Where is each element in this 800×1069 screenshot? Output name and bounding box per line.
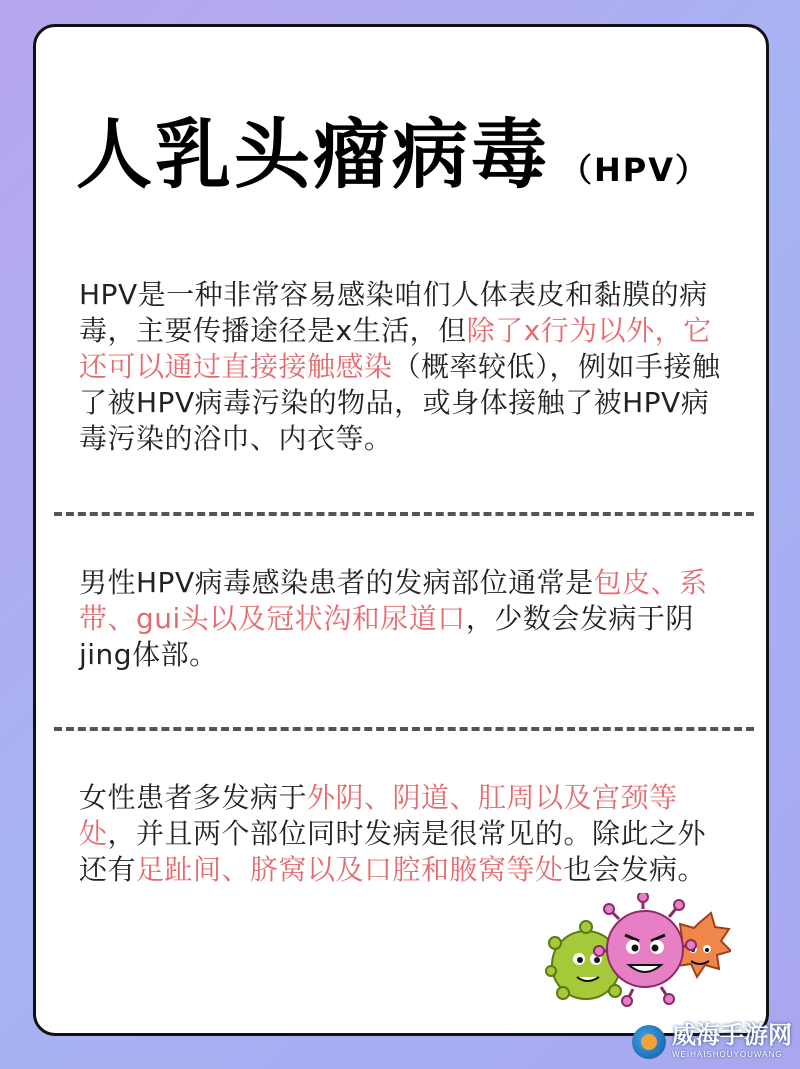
virus-mascot-illustration xyxy=(541,893,731,1013)
highlight-segment: 外阴、阴道、肛周以及宫颈等处 xyxy=(79,781,678,850)
site-watermark xyxy=(632,1024,792,1059)
page-title: 人乳头瘤病毒 xyxy=(76,110,550,199)
divider xyxy=(54,727,754,731)
watermark-main: 威海手游网 xyxy=(672,1022,792,1049)
highlight-segment: 足趾间、脐窝以及口腔和腋窝等处 xyxy=(136,853,564,886)
highlight-segment: 除了x行为以外，它还可以通过直接接触感染 xyxy=(79,314,712,383)
info-card xyxy=(33,24,769,1036)
divider xyxy=(54,512,754,516)
text-segment: 也会发病。 xyxy=(563,853,707,886)
section-female xyxy=(79,780,729,888)
text-segment: 男性HPV病毒感染患者的发病部位通常是 xyxy=(79,566,594,599)
watermark-sub: WEIHAISHOUYOUWANG xyxy=(672,1050,783,1059)
text-segment: HPV是一种非常容易感染咱们人体表皮和黏膜的病毒，主要传播途径是x生活，但 xyxy=(79,278,708,347)
text-segment: （概率较低），例如手接触了被HPV病毒污染的物品，或身体接触了被HPV病毒污染的浴巾、内衣等。 xyxy=(79,350,721,455)
section-transmission xyxy=(79,277,729,457)
text-segment: 女性患者多发病于 xyxy=(79,781,308,814)
highlight-segment: 包皮、系带、gui头以及冠状沟和尿道口 xyxy=(79,566,708,635)
site-logo-icon xyxy=(632,1025,666,1059)
text-segment: ，少数会发病于阴jing体部。 xyxy=(79,602,694,671)
page-title-sub: （HPV） xyxy=(560,151,710,189)
text-segment: ，并且两个部位同时发病是很常见的。除此之外还有 xyxy=(79,817,707,886)
section-male xyxy=(79,565,729,673)
title-row xyxy=(76,110,710,199)
